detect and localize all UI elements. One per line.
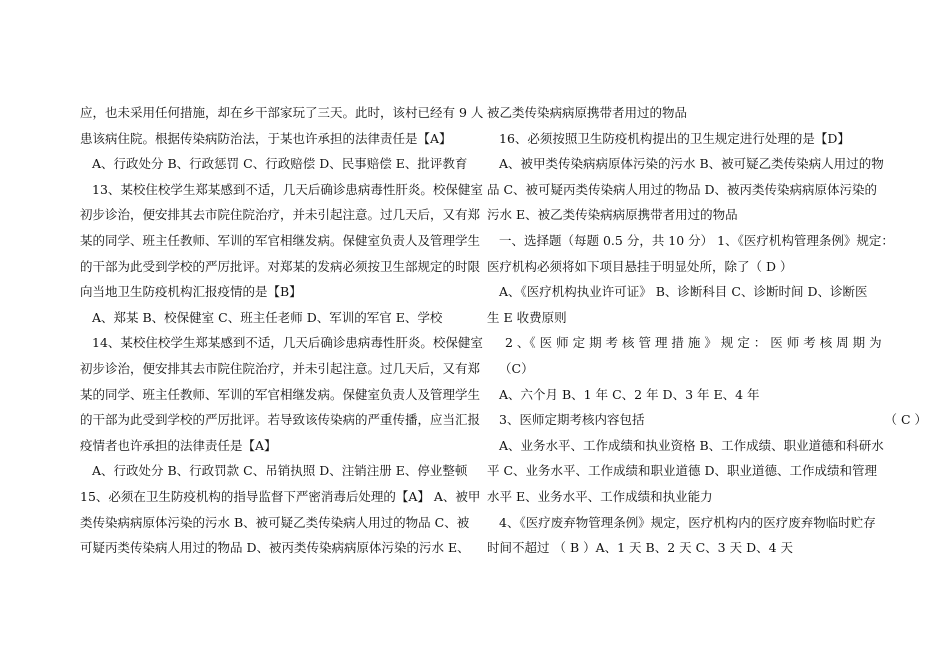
text-line: 平 C、业务水平、工作成绩和职业道德 D、职业道德、工作成绩和管理 — [487, 463, 878, 479]
question-13-line: 13、某校住校学生郑某感到不适，几天后确诊患病毒性肝炎。校保健室 — [92, 181, 483, 197]
text-line: 向当地卫生防疫机构汇报疫情的是【B】 — [80, 284, 302, 300]
text-line: 品 C、被可疑丙类传染病人用过的物品 D、被丙类传染病病原体污染的 — [487, 181, 878, 197]
question-4-line: 4、《医疗废弃物管理条例》规定，医疗机构内的医疗废弃物临时贮存 — [499, 514, 876, 530]
answer-options-line: A、被甲类传染病病原体污染的污水 B、被可疑乙类传染病人用过的物 — [499, 156, 884, 172]
text-line: 的干部为此受到学校的严厉批评。若导致该传染病的严重传播，应当汇报 — [80, 412, 481, 428]
answer-options-line: A、业务水平、工作成绩和执业资格 B、工作成绩、职业道德和科研水 — [499, 437, 884, 453]
text-line: 生 E 收费原则 — [487, 309, 567, 325]
text-line: 初步诊治，便安排其去市院住院治疗，并未引起注意。过几天后，又有郑 — [80, 207, 481, 223]
text-line: 被乙类传染病病原携带者用过的物品 — [487, 105, 688, 120]
answer-options-line: A、六个月 B、1 年 C、2 年 D、3 年 E、4 年 — [499, 386, 760, 402]
text-line: 患该病住院。根据传染病防治法，于某也许承担的法律责任是【A】 — [80, 130, 452, 146]
answer-options-line: A、行政处分 B、行政惩罚 C、行政赔偿 D、民事赔偿 E、批评教育 — [92, 156, 468, 172]
right-text-column — [487, 100, 927, 561]
text-line: 类传染病病原体污染的污水 B、被可疑乙类传染病人用过的物品 C、被 — [80, 514, 470, 530]
text-line: 某的同学、班主任教师、军训的军官相继发病。保健室负责人及管理学生 — [80, 232, 481, 248]
text-line: 初步诊治，便安排其去市院住院治疗，并未引起注意。过几天后，又有郑 — [80, 360, 481, 376]
answer-options-line: A、郑某 B、校保健室 C、班主任老师 D、军训的军官 E、学校 — [92, 309, 443, 325]
text-line: 疫情者也许承担的法律责任是【A】 — [80, 437, 277, 453]
answer-options-line: A、《医疗机构执业许可证》 B、诊断科目 C、诊断时间 D、诊断医 — [499, 284, 868, 300]
text-line: 应，也未采用任何措施，却在乡干部家玩了三天。此时，该村已经有 9 人 — [80, 105, 484, 120]
text-line: 水平 E、业务水平、工作成绩和执业能力 — [487, 488, 713, 504]
question-3-line — [487, 407, 927, 433]
text-line: 污水 E、被乙类传染病病原携带者用过的物品 — [487, 207, 738, 223]
question-2-line: 2 、《 医 师 定 期 考 核 管 理 措 施 》 规 定 ： 医 师 考 核 周 期 为 — [505, 335, 882, 351]
question-16-line: 16、必须按照卫生防疫机构提出的卫生规定进行处理的是【D】 — [499, 130, 850, 146]
question-15-line: 15、必须在卫生防疫机构的指导监督下严密消毒后处理的【A】 A、被甲 — [80, 488, 481, 504]
question-3-answer: （ C ） — [884, 412, 927, 428]
answer-options-line: A、行政处分 B、行政罚款 C、吊销执照 D、注销注册 E、停业整顿 — [92, 463, 468, 479]
question-14-line: 14、某校住校学生郑某感到不适，几天后确诊患病毒性肝炎。校保健室 — [92, 335, 483, 351]
text-line: 的干部为此受到学校的严厉批评。对郑某的发病必须按卫生部规定的时限 — [80, 258, 481, 274]
text-line: 时间不超过 （ B ）A、1 天 B、2 天 C、3 天 D、4 天 — [487, 540, 794, 556]
text-line: 某的同学、班主任教师、军训的军官相继发病。保健室负责人及管理学生 — [80, 386, 481, 402]
question-3-text: 3、医师定期考核内容包括 — [499, 412, 645, 428]
left-text-column — [80, 100, 484, 561]
text-line: 医疗机构必须将如下项目悬挂于明显处所，除了（ D ） — [487, 258, 793, 274]
text-line: 可疑丙类传染病人用过的物品 D、被丙类传染病病原体污染的污水 E、 — [80, 540, 470, 556]
text-line: （C） — [499, 360, 534, 376]
section-heading-line: 一、选择题（每题 0.5 分，共 10 分） 1、《医疗机构管理条例》规定： — [499, 232, 894, 248]
